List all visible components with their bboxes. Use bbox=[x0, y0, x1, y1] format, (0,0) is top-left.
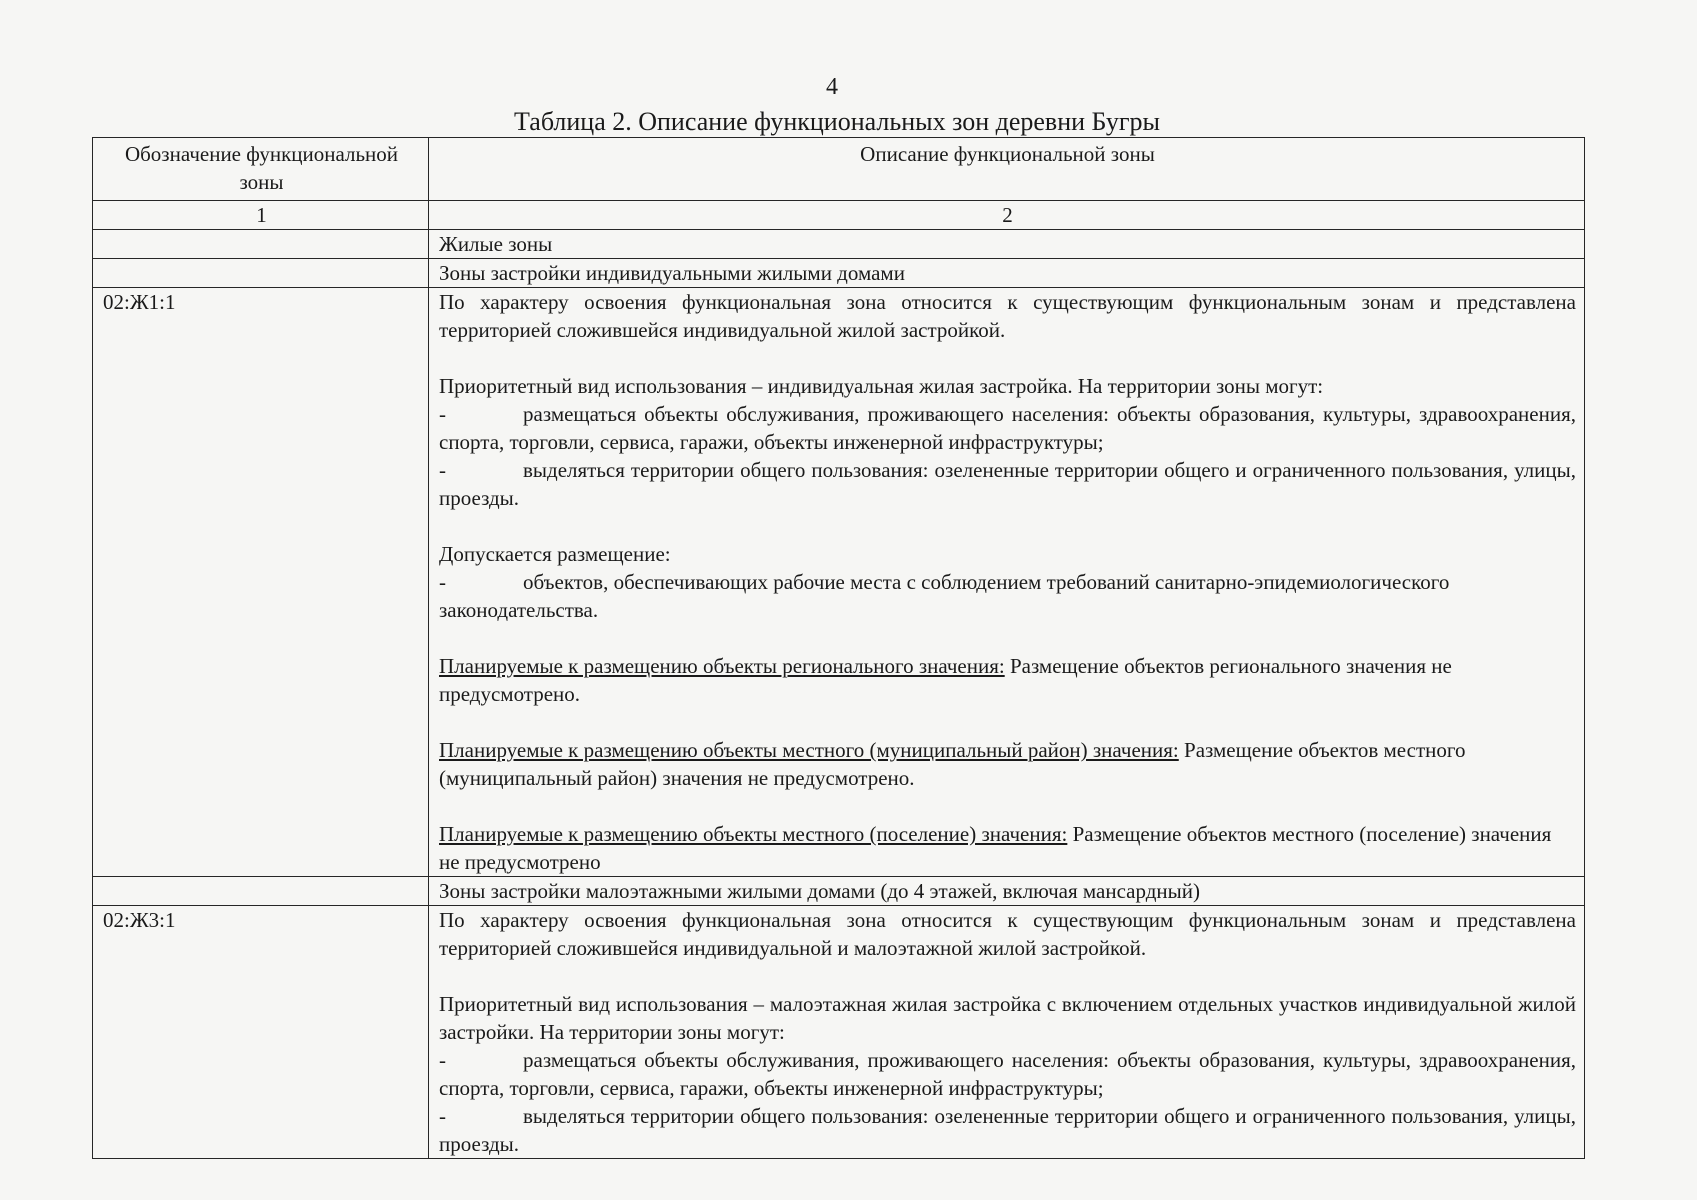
table-title: Таблица 2. Описание функциональных зон деревни Бугры bbox=[514, 107, 1160, 136]
subsection-title-individual: Зоны застройки индивидуальными жилыми домами bbox=[429, 259, 1585, 288]
list-item: - выделяться территории общего пользования: озелененные территории общего и ограниченного пользования, улицы, проезды. bbox=[439, 458, 1576, 510]
header-zone-code: Обозначение функциональной зоны bbox=[93, 138, 429, 201]
empty-cell bbox=[93, 259, 429, 288]
district-objects-paragraph: Планируемые к размещению объекты местного (муниципальный район) значения: Размещение объектов местного (муниципальный район) значения не предусмотрено. bbox=[439, 738, 1466, 790]
zone-priority: Приоритетный вид использования – индивидуальная жилая застройка. На территории зоны могут: bbox=[439, 374, 1324, 398]
zone-allowed-heading: Допускается размещение: bbox=[439, 542, 671, 566]
table-header-row bbox=[93, 138, 1585, 201]
list-item: - объектов, обеспечивающих рабочие места с соблюдением требований санитарно-эпидемиологического законодательства. bbox=[439, 570, 1450, 622]
page-number: 4 bbox=[826, 74, 838, 100]
subsection-title-lowrise: Зоны застройки малоэтажными жилыми домами (до 4 этажей, включая мансардный) bbox=[429, 877, 1585, 906]
column-number-1: 1 bbox=[93, 201, 429, 230]
functional-zones-table bbox=[92, 137, 1585, 1159]
empty-cell bbox=[93, 877, 429, 906]
zone-code-zh1: 02:Ж1:1 bbox=[93, 288, 429, 877]
subsection-row-individual bbox=[93, 259, 1585, 288]
section-title-residential: Жилые зоны bbox=[429, 230, 1585, 259]
regional-objects-paragraph: Планируемые к размещению объекты регионального значения: Размещение объектов регионального значения не предусмотрено. bbox=[439, 654, 1452, 706]
subsection-row-lowrise bbox=[93, 877, 1585, 906]
zone-description-zh3 bbox=[429, 906, 1585, 1159]
header-zone-description: Описание функциональной зоны bbox=[429, 138, 1585, 201]
list-item: - размещаться объекты обслуживания, проживающего населения: объекты образования, культуры, здравоохранения, спорта, торговли, сервиса, гаражи, объекты инженерной инфраструктуры; bbox=[439, 1048, 1576, 1100]
column-number-2: 2 bbox=[429, 201, 1585, 230]
zone-intro: По характеру освоения функциональная зона относится к существующим функциональным зонам и представлена территорией сложившейся индивидуальной и малоэтажной жилой застройкой. bbox=[439, 908, 1576, 960]
zone-description-zh1 bbox=[429, 288, 1585, 877]
zone-code-zh3: 02:Ж3:1 bbox=[93, 906, 429, 1159]
zone-priority: Приоритетный вид использования – малоэтажная жилая застройка с включением отдельных участков индивидуальной жилой застройки. На территории зоны могут: bbox=[439, 992, 1576, 1044]
column-numbers-row bbox=[93, 201, 1585, 230]
zone-intro: По характеру освоения функциональная зона относится к существующим функциональным зонам и представлена территорией сложившейся индивидуальной жилой застройкой. bbox=[439, 290, 1576, 342]
list-item: - размещаться объекты обслуживания, проживающего населения: объекты образования, культуры, здравоохранения, спорта, торговли, сервиса, гаражи, объекты инженерной инфраструктуры; bbox=[439, 402, 1576, 454]
zone-row-zh1 bbox=[93, 288, 1585, 877]
settlement-objects-paragraph: Планируемые к размещению объекты местного (поселение) значения: Размещение объектов местного (поселение) значения не предусмотрено bbox=[439, 822, 1552, 874]
zone-row-zh3 bbox=[93, 906, 1585, 1159]
list-item: - выделяться территории общего пользования: озелененные территории общего и ограниченного пользования, улицы, проезды. bbox=[439, 1104, 1576, 1156]
empty-cell bbox=[93, 230, 429, 259]
section-row-residential bbox=[93, 230, 1585, 259]
